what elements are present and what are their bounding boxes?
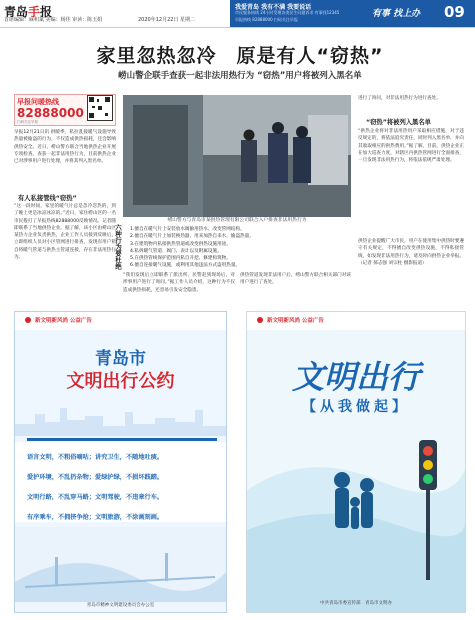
headline-title: 家里忽热忽冷 原是有人“窃热” (96, 45, 384, 67)
ad-slogan: 【从我做起】 (302, 399, 410, 415)
hotline-label: 早报问暖热线 (17, 98, 59, 106)
convention-rule: 有序乘车，不拥挤争抢；文明旅游，不涂画刻画。 (27, 514, 164, 521)
list-vertical-heading: 六种行为要杜绝 (114, 224, 122, 270)
logo-suffix: 报 (40, 5, 53, 19)
headline-subtitle: 崂山警企联手查获一起非法用热行为 “窃热”用户将被列入黑名单 (118, 71, 362, 81)
badge-dot-icon (25, 317, 31, 323)
logo-prefix: 青岛 (4, 5, 29, 19)
banner-line-1: 我爱青岛 我有不满 我要说话 (235, 4, 312, 11)
badge-dot-icon (257, 317, 263, 323)
hotline-number[interactable]: 82888000 (17, 106, 84, 120)
section-heading-1: 有人私接管线“窃热” (18, 195, 77, 202)
civilized-travel-ad (246, 311, 466, 613)
city-skyline-icon (15, 396, 226, 436)
col3-para-3: 供热企业提醒广大市民，用户在使用集中供热时要遵守有关规定，不得擅自改变供热设施，不得私接管线，如发现非法用热行为，请及时向供热企业举报。（记者 郝志强 刘宗柱 摄影报道） (358, 239, 464, 266)
convention-rule: 语言文明，不粗俗嘀咕；讲究卫生，不随地吐痰。 (27, 454, 164, 461)
list-item: 6.擅自连接暖气设施，或利用其他违法方式盗用热量。 (130, 263, 241, 269)
ad-title-main: 文明出行公约 (66, 371, 175, 392)
list-item: 1.擅自在暖气片上安装放水阀偷用热水、改变管网结构。 (130, 227, 245, 232)
photo-caption: 崂山警方与青岛市某供热管理有限公司联合入户排查非法用热行为 (167, 218, 307, 223)
issue-date: 2020年12月22日 星期二 (138, 17, 196, 23)
civilized-travel-convention-ad (14, 311, 227, 613)
ad-badge: 新文明新风尚 公益广告 (35, 318, 92, 324)
convention-rules (27, 448, 217, 528)
prohibited-behaviors-list (130, 226, 345, 270)
section-heading-2: “窃热”将被列入黑名单 (366, 119, 431, 126)
divider (27, 438, 217, 441)
logo-mid: 手 (28, 5, 41, 19)
convention-rule: 文明行路，不乱穿马路；文明驾驶，不违章行车。 (27, 494, 164, 501)
editor-info: 首席编辑：麻积斌 美编：杨佳 审读：陈玉娟 (4, 17, 103, 23)
hotline-note: 扫码关注早报 (17, 120, 38, 124)
bridge-landscape-icon (15, 527, 226, 602)
article-col2-bottom: 供热管道发现非法用户后，崂山警方联合相关部门对该用户进行了查处。 (240, 273, 351, 286)
col3-para-2: “供热企业将对非法用热用户采取相应措施，对于违反规定的，将依法追究责任，同时列入黑名单，并向其收取相应的供热费用。”据了解，目前，供热企业正在加大巡查力度，对辖区内供热管网进行全面排查，一旦发现非法用热行为，将依法依规严肃处理。 (358, 129, 464, 164)
ad-title-city: 青岛市 (95, 349, 146, 369)
banner-line-2: 市民服务热线 24小时受理各类民生问题诉求 有事找12345 (235, 10, 340, 15)
ad-footer: 青岛市精神文明建设委员会办公室 (86, 603, 155, 608)
article-para-2: “我们发现后立即联系了派出所，民警赶到现场后，对涉事用户进行了询问。”据工作人员介绍，这种行为不仅造成供热损耗，还容易引发安全隐患。 (123, 273, 235, 293)
banner-line-3: 早报热线 82888000 扫码关注早报 (235, 17, 298, 22)
ad-title-main: 文明出行 (291, 358, 420, 396)
convention-rule: 爱护环境，不乱扔杂物；爱绿护绿，不损坏践踏。 (27, 474, 164, 481)
ad-slogan-text: 从我做起 (320, 399, 392, 415)
qr-code-icon[interactable] (87, 95, 113, 121)
article-para-1: “这一段时间，家里的暖气片总是忽冷忽热的，到了晚上更是冰凉冰凉的。”近日，家住崂山区的一名市民拨打了早报热线82888000反映情况。记者随即联系了当地供热企业。据了解，该小区由崂山区某热力企业负责供热，企业工作人员接到反映后，立即组织人员对小区管网进行排查，发现有用户私自将暖气管道与供热主管道连接，存在非法用热行为。 (14, 204, 116, 261)
list-item: 5.在供热管线保护范围内私自开挖、修建构筑物。 (130, 256, 231, 262)
ad-footer: 中共青岛市委宣传部 青岛市文明办 (320, 601, 392, 606)
news-photo (123, 95, 351, 217)
banner-slogan: 有事 找上办 (372, 9, 421, 19)
list-item: 3.在建筑物内私接供热管道或改变供热设施用途。 (130, 241, 231, 247)
list-item: 4.私拆暖气管道、阀门、表计以及附属设施。 (130, 248, 222, 254)
list-item: 2.擅自在暖气片上加装换热器，用来加热自来水，偷盗热量。 (130, 234, 254, 240)
col3-para-1: 进行了询问，对非法用热行为进行查处。 (358, 96, 441, 101)
article-lead: 早报12月21日讯 供暖季，私拉乱接暖气设施导致热量被偷盗的行为，不仅造成供热损耗，还会影响供热安全。近日，崂山警方联合当地供热企业开展专项检查，查获一起非法用热行为，目前供热企业已对涉事用户进行处理，并将其列入黑名单。 (14, 130, 116, 165)
page-number: 09 (444, 3, 465, 21)
ad-badge: 新文明新风尚 公益广告 (267, 318, 324, 324)
